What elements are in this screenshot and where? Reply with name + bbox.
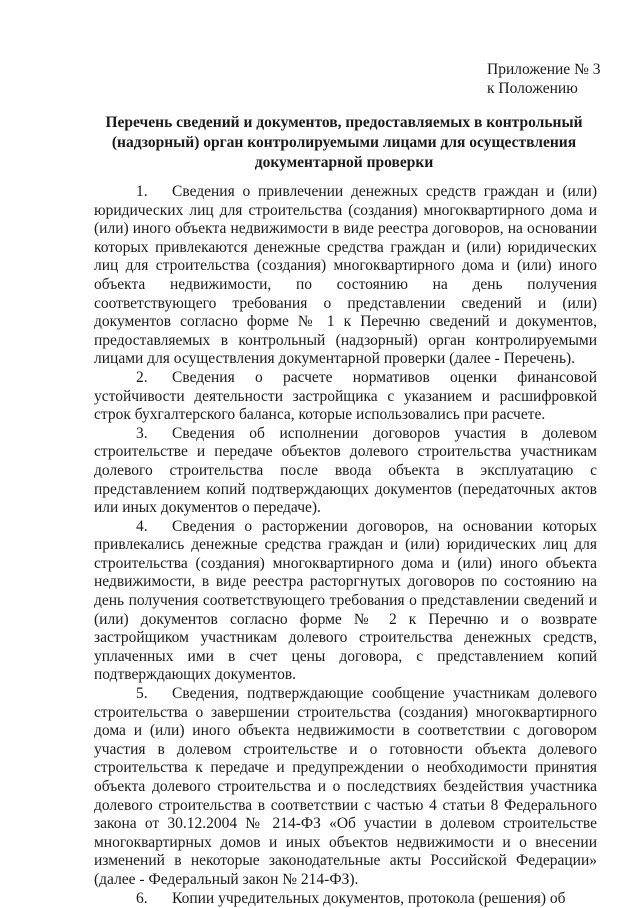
- paragraph-number: 3.: [136, 424, 148, 442]
- paragraph-text: Сведения о расторжении договоров, на основании которых привлекались денежные средства граждан и (или) юридических лиц для строительства (создания) многоквартирного дома и (или) иного объекта недвижимости, в виде реестра расторгнутых договоров по состоянию на день получения соответствующего требования о представлении сведений и (или) документов согласно форме № 2 к Перечню и о возврате застройщиком участникам долевого строительства денежных средств, уплаченных ими в счет цены договора, с представлением копий подтверждающих документов.: [94, 517, 597, 684]
- appendix-regulation: к Положению: [487, 80, 578, 97]
- appendix-reference: [487, 60, 600, 98]
- paragraph-1: [94, 183, 597, 369]
- paragraph-number: 4.: [136, 517, 148, 535]
- paragraph-4: [94, 518, 597, 685]
- paragraph-text: Сведения, подтверждающие сообщение участникам долевого строительства о завершении строительства (создания) многоквартирного дома и (или) иного объекта недвижимости в соответствии с договором участия в долевом строительстве и о готовности объекта долевого строительства к передаче и предупреждении о необходимости принятия объекта долевого строительства и о последствиях бездействия участника долевого строительства в соответствии с частью 4 статьи 8 Федерального закона от 30.12.2004 № 214-ФЗ «Об участии в долевом строительстве многоквартирных домов и иных объектов недвижимости и о внесении изменений в некоторые законодательные акты Российской Федерации» (далее - Федеральный закон № 214-ФЗ).: [94, 685, 597, 888]
- paragraph-number: 1.: [136, 183, 148, 200]
- appendix-number: Приложение № 3: [487, 61, 601, 78]
- paragraph-3: [94, 425, 597, 518]
- paragraph-number: 2.: [136, 368, 148, 386]
- paragraph-2: [94, 369, 597, 425]
- paragraph-text: Сведения о привлечении денежных средств граждан и (или) юридических лиц для строительства (создания) многоквартирного дома и (или) иного объекта недвижимости в виде реестра договоров, на основании которых привлекаются денежные средства граждан и (или) юридических лиц для строительства (создания) многоквартирного дома и (или) иного объекта недвижимости, по состоянию на день получения соответствующего требования о представлении сведений и (или) документов согласно форме № 1 к Перечню сведений и документов, предоставляемых в контрольный (надзорный) орган контролируемыми лицами для осуществления документарной проверки (далее - Перечень).: [94, 183, 597, 368]
- paragraph-5: [94, 685, 597, 890]
- paragraph-text: Копии учредительных документов, протокола (решения) об: [172, 889, 566, 907]
- paragraph-6: [94, 890, 597, 908]
- document-title: Перечень сведений и документов, предоставляемых в контрольный (надзорный) орган контролируемыми лицами для осуществления документарной проверки: [105, 114, 583, 171]
- paragraph-number: 6.: [136, 889, 148, 907]
- document-body: [94, 183, 597, 908]
- paragraph-text: Сведения об исполнении договоров участия в долевом строительстве и передаче объектов долевого строительства участникам долевого строительства после ввода объекта в эксплуатацию с представлением копий подтверждающих документов (передаточных актов или иных документов о передаче).: [94, 424, 597, 517]
- paragraph-number: 5.: [136, 685, 148, 703]
- paragraph-text: Сведения о расчете нормативов оценки финансовой устойчивости деятельности застройщика с указанием и расшифровкой строк бухгалтерского баланса, которые использовались при расчете.: [94, 368, 597, 424]
